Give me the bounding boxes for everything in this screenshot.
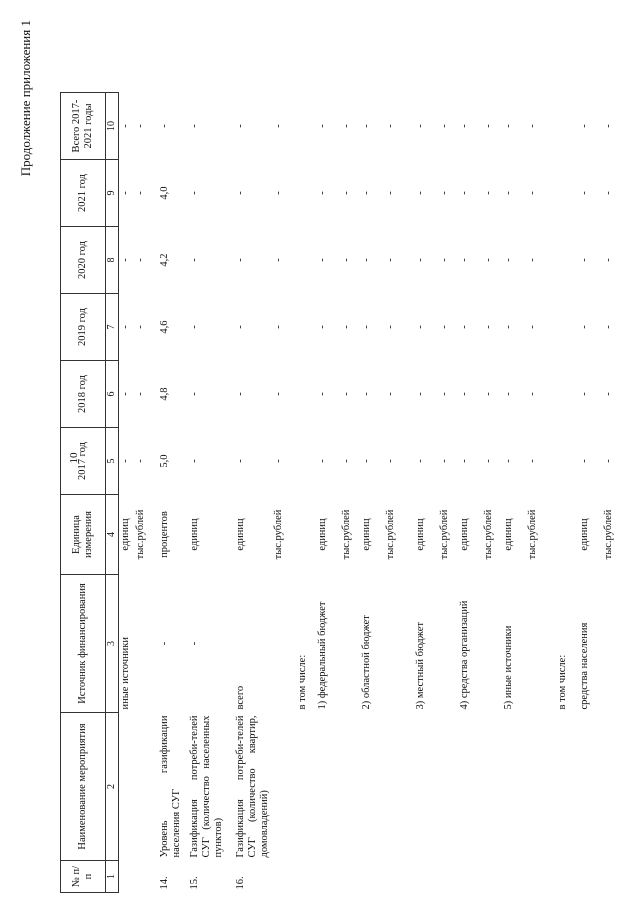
table-cell (556, 93, 578, 160)
table-cell (118, 861, 134, 893)
table-cell: - (459, 459, 471, 463)
table-cell: - (603, 392, 615, 396)
table-row (360, 93, 384, 893)
table-cell: 5) иные источники (503, 625, 515, 710)
table-cell (438, 713, 458, 861)
table-cell (526, 575, 556, 713)
table-cell (134, 575, 158, 713)
table-cell: - (235, 258, 246, 262)
table-cell (556, 227, 578, 294)
table-cell: - (361, 325, 373, 329)
table-cell (384, 575, 414, 713)
table-cell: Газификация потреби-телей СУГ (количество населенных пунктов) (189, 715, 225, 858)
table-cell: - (527, 459, 539, 463)
table-cell: процентов (159, 511, 170, 558)
table-row (134, 93, 158, 893)
table-row (272, 93, 296, 893)
table-cell: тыс.рублей (483, 509, 495, 560)
table-cell (438, 861, 458, 893)
table-cell: - (235, 325, 246, 329)
table-cell (296, 160, 316, 227)
table-cell: - (483, 325, 495, 329)
table-cell: - (439, 325, 451, 329)
table-cell (602, 861, 622, 893)
table-cell: - (439, 191, 451, 195)
header-row (61, 93, 106, 893)
table-cell: - (119, 258, 131, 262)
table-cell: - (235, 191, 246, 195)
table-cell: 3) местный бюджет (415, 622, 427, 710)
table-cell: - (317, 325, 329, 329)
table-cell (296, 861, 316, 893)
table-cell (272, 713, 296, 861)
table-cell: - (415, 459, 427, 463)
table-row (384, 93, 414, 893)
table-cell: 2) областной бюджет (361, 615, 373, 710)
table-cell: тыс.рублей (341, 509, 353, 560)
table-cell: в том числе: (557, 654, 569, 710)
table-cell (556, 495, 578, 575)
table-cell: - (273, 258, 285, 262)
table-cell: в том числе: (297, 654, 309, 710)
table-cell: - (483, 258, 495, 262)
table-cell: - (317, 392, 329, 396)
table-cell: - (361, 258, 373, 262)
table-cell: - (385, 325, 397, 329)
table-cell: - (459, 258, 471, 262)
table-cell: 15. (189, 876, 200, 890)
table-cell: - (439, 124, 451, 128)
table-cell: - (415, 124, 427, 128)
table-body (118, 93, 622, 893)
table-cell (316, 861, 340, 893)
table-row (234, 93, 272, 893)
table-cell: - (189, 325, 200, 329)
table-cell: - (159, 641, 170, 646)
table-cell: - (361, 392, 373, 396)
table-cell (526, 713, 556, 861)
table-row (578, 93, 602, 893)
table-cell: - (579, 124, 591, 128)
table-cell: - (189, 258, 200, 262)
table-cell: - (415, 325, 427, 329)
table-cell: - (159, 124, 170, 128)
table-cell: тыс.рублей (439, 509, 451, 560)
table-cell (118, 713, 134, 861)
table-cell (438, 575, 458, 713)
table-cell (556, 428, 578, 495)
table-cell (296, 428, 316, 495)
table-cell: 4,6 (159, 320, 170, 334)
table-cell (134, 861, 158, 893)
table-cell: - (603, 191, 615, 195)
table-cell: - (119, 124, 131, 128)
table-cell: единиц (189, 518, 200, 551)
table-cell (556, 361, 578, 428)
table-cell (414, 861, 438, 893)
table-cell (556, 861, 578, 893)
table-cell: - (385, 258, 397, 262)
table-cell: - (189, 191, 200, 195)
header-cell: 2021 год (61, 160, 106, 227)
table-cell (414, 713, 438, 861)
table-cell: - (459, 124, 471, 128)
table-cell: - (385, 191, 397, 195)
table-cell: 4,8 (159, 387, 170, 401)
table-cell (340, 713, 360, 861)
column-number: 6 (106, 361, 119, 428)
table-cell: - (189, 459, 200, 463)
table-cell (602, 575, 622, 713)
table-cell: - (415, 392, 427, 396)
table-cell: - (341, 124, 353, 128)
table-cell (556, 713, 578, 861)
table-cell: - (527, 258, 539, 262)
table-cell: - (503, 325, 515, 329)
table-cell: - (503, 191, 515, 195)
table-cell: - (415, 258, 427, 262)
table-cell: - (459, 392, 471, 396)
table-cell (340, 575, 360, 713)
header-cell: 2017 год (61, 428, 106, 495)
table-cell: - (135, 392, 146, 396)
table-cell: тыс.рублей (135, 509, 146, 560)
table-cell: тыс.рублей (273, 509, 285, 560)
table-cell: - (119, 459, 131, 463)
table-cell: тыс.рублей (385, 509, 397, 560)
header-cell: 2020 год (61, 227, 106, 294)
table-cell: - (119, 325, 131, 329)
table-row (414, 93, 438, 893)
table-cell: - (341, 258, 353, 262)
table-cell: - (317, 258, 329, 262)
column-number: 7 (106, 294, 119, 361)
table-cell (296, 361, 316, 428)
table-cell: - (503, 459, 515, 463)
table-cell: - (503, 258, 515, 262)
header-cell: 2019 год (61, 294, 106, 361)
table-cell: - (603, 258, 615, 262)
table-cell (296, 713, 316, 861)
table-cell: всего (235, 685, 246, 710)
table-cell: - (385, 459, 397, 463)
table-cell (526, 861, 556, 893)
table-cell (272, 575, 296, 713)
header-cell: Единица измерения (61, 495, 106, 575)
table-cell: - (135, 258, 146, 262)
table-cell: - (483, 191, 495, 195)
table-cell (482, 861, 502, 893)
table-cell: единиц (415, 518, 427, 551)
table-cell (360, 861, 384, 893)
table-cell: - (579, 191, 591, 195)
table-cell: тыс.рублей (603, 509, 615, 560)
table-cell: - (235, 124, 246, 128)
table-cell: - (483, 459, 495, 463)
table-cell (578, 861, 602, 893)
column-number: 4 (106, 495, 119, 575)
column-number: 5 (106, 428, 119, 495)
table-cell: - (459, 191, 471, 195)
table-cell: - (483, 124, 495, 128)
table-cell: - (189, 392, 200, 396)
table-cell: - (317, 459, 329, 463)
program-table (60, 92, 622, 893)
header-cell: Наименование мероприятия (61, 713, 106, 861)
table-cell: - (385, 392, 397, 396)
table-cell: иные источники (119, 636, 131, 710)
table-cell: - (527, 325, 539, 329)
table-cell: - (317, 124, 329, 128)
table-cell: - (415, 191, 427, 195)
table-cell (578, 713, 602, 861)
table-cell: - (579, 459, 591, 463)
table-row (602, 93, 622, 893)
table-cell: единиц (361, 518, 373, 551)
table-cell (384, 713, 414, 861)
table-cell: - (119, 191, 131, 195)
column-number: 8 (106, 227, 119, 294)
table-row (118, 93, 134, 893)
table-cell: единиц (317, 518, 329, 551)
table-cell (458, 861, 482, 893)
table-cell: - (189, 124, 200, 128)
table-cell: Уровень газификации населения СУГ (159, 715, 183, 858)
table-cell (134, 713, 158, 861)
table-row (482, 93, 502, 893)
table-row (158, 93, 188, 893)
table-cell: - (439, 392, 451, 396)
table-cell (340, 861, 360, 893)
header-cell: № п/п (61, 861, 106, 893)
table-row (458, 93, 482, 893)
table-cell: - (503, 124, 515, 128)
table-cell: - (235, 392, 246, 396)
table-cell: - (235, 459, 246, 463)
column-number-row (106, 93, 119, 893)
table-row (340, 93, 360, 893)
table-cell: - (273, 325, 285, 329)
table-caption: Продолжение приложения 1 (18, 20, 33, 177)
table-cell: 4) средства организаций (459, 600, 471, 710)
header-cell: 2018 год (61, 361, 106, 428)
table-cell: Газификация потреби-телей СУГ (количество квартир, домовладений) (235, 715, 271, 858)
table-cell (556, 160, 578, 227)
table-cell: - (273, 459, 285, 463)
table-row (438, 93, 458, 893)
table-cell: - (317, 191, 329, 195)
column-number: 10 (106, 93, 119, 160)
table-cell: - (579, 325, 591, 329)
table-cell: - (459, 325, 471, 329)
table-cell (296, 495, 316, 575)
table-cell: 14. (159, 876, 170, 890)
header-cell: Источник финансирования (61, 575, 106, 713)
table-cell: - (189, 641, 200, 646)
table-cell: единиц (503, 518, 515, 551)
table-cell: - (273, 392, 285, 396)
table-cell (482, 575, 502, 713)
table-row (316, 93, 340, 893)
table-cell: - (439, 459, 451, 463)
table-cell: 4,2 (159, 253, 170, 267)
table-cell (360, 713, 384, 861)
table-row (296, 93, 316, 893)
table-cell: - (439, 258, 451, 262)
table-cell: - (361, 459, 373, 463)
table-cell (296, 294, 316, 361)
table-cell: - (341, 191, 353, 195)
table-cell: 16. (235, 876, 246, 890)
table-cell (296, 93, 316, 160)
table-cell: - (385, 124, 397, 128)
table-cell: - (135, 325, 146, 329)
table-cell (272, 861, 296, 893)
table-cell: - (483, 392, 495, 396)
table-row (502, 93, 526, 893)
table-cell: - (503, 392, 515, 396)
table-cell (384, 861, 414, 893)
table-cell: - (579, 258, 591, 262)
table-cell: - (603, 325, 615, 329)
table-cell: единиц (579, 518, 591, 551)
table-row (188, 93, 234, 893)
table-row (556, 93, 578, 893)
table-cell: - (341, 325, 353, 329)
column-number: 1 (106, 861, 119, 893)
table-cell (602, 713, 622, 861)
table-cell: - (361, 124, 373, 128)
table-cell (556, 294, 578, 361)
table-cell: - (579, 392, 591, 396)
table-cell: единиц (235, 518, 246, 551)
column-number: 2 (106, 713, 119, 861)
table-cell: - (273, 124, 285, 128)
table-cell: единиц (119, 518, 131, 551)
table-cell: - (341, 459, 353, 463)
table-cell: - (527, 392, 539, 396)
table-cell: тыс.рублей (527, 509, 539, 560)
table-cell: 5,0 (159, 454, 170, 468)
table-cell: - (603, 459, 615, 463)
table-cell: - (273, 191, 285, 195)
column-number: 9 (106, 160, 119, 227)
table-cell (458, 713, 482, 861)
table-cell: единиц (459, 518, 471, 551)
table-cell: - (527, 124, 539, 128)
table-cell (502, 713, 526, 861)
table-row (526, 93, 556, 893)
table-cell: - (341, 392, 353, 396)
page-number: 10 (68, 452, 80, 464)
table-cell (296, 227, 316, 294)
table-cell: - (361, 191, 373, 195)
table-cell (482, 713, 502, 861)
table-cell: - (135, 124, 146, 128)
table-cell: средства населения (579, 622, 591, 710)
header-cell: Всего 2017-2021 годы (61, 93, 106, 160)
table-cell: 1) федеральный бюджет (317, 601, 329, 710)
table-cell: - (527, 191, 539, 195)
table-cell: - (603, 124, 615, 128)
table-cell: 4,0 (159, 186, 170, 200)
column-number: 3 (106, 575, 119, 713)
table-cell: - (119, 392, 131, 396)
table-cell (316, 713, 340, 861)
table-cell (502, 861, 526, 893)
table-cell: - (135, 191, 146, 195)
table-cell: - (135, 459, 146, 463)
